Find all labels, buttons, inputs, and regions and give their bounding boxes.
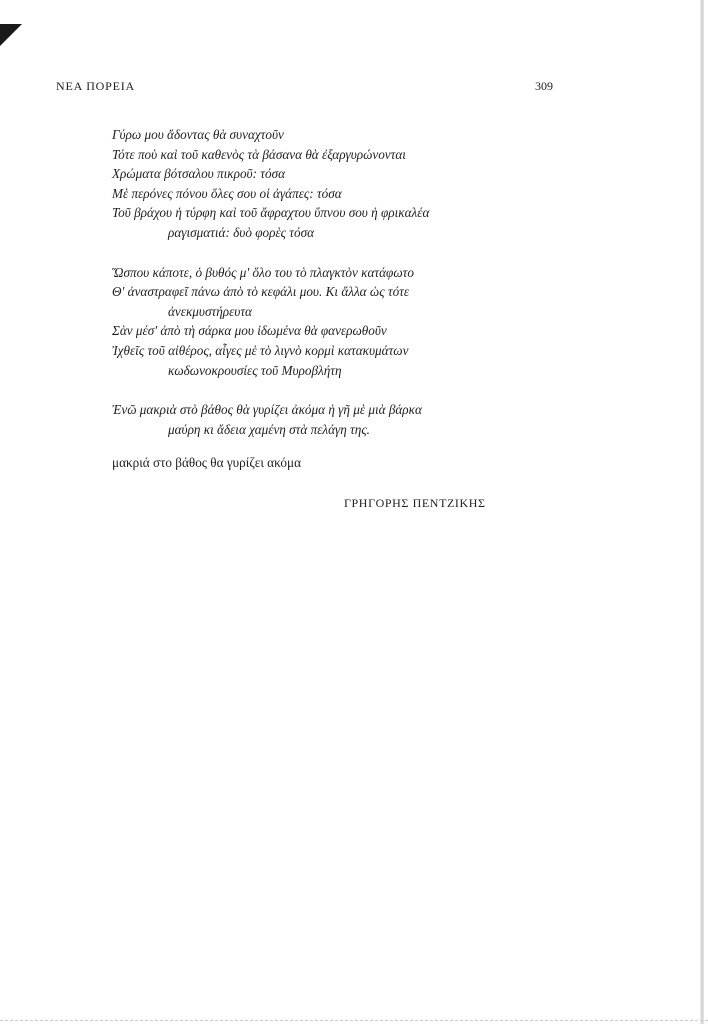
poem-stanza [112,400,552,439]
poem-line: Θ' ἀναστραφεῖ πάνω ἀπὸ τὸ κεφάλι μου. Κι ἄλλα ὡς τότε [112,284,410,300]
author-signature: ΓΡΗΓΟΡΗΣ ΠΕΝΤΖΙΚΗΣ [344,496,486,510]
poem-body [112,125,552,439]
poem-line: Ὥσπου κάποτε, ὁ βυθός μ' ὅλο του τὸ πλαγκτὸν κατάφωτο [112,264,414,280]
poem-line: ραγισματιά: δυὸ φορὲς τόσα [168,224,315,240]
poem-line: Ἰχθεῖς τοῦ αἰθέρος, αἶγες μὲ τὸ λιγνὸ κορμὶ κατακυμάτων [112,342,409,358]
poem-line: κωδωνοκρουσίες τοῦ Μυροβλήτη [168,362,342,378]
page-number: 309 [535,79,553,93]
stanza-gap [112,243,552,263]
running-title: ΝΕΑ ΠΟΡΕΙΑ [56,79,135,93]
poem-line: ἀνεκμυστήρευτα [168,303,252,319]
poem-line: Σὰν μέσ' ἀπὸ τὴ σάρκα μου ἰδωμένα θὰ φανερωθοῦν [112,323,387,339]
poem-closing-line: μακριά στο βάθος θα γυρίζει ακόμα [112,455,301,470]
poem-line: Τότε ποὺ καὶ τοῦ καθενὸς τὰ βάσανα θὰ ἐξαργυρώνονται [112,146,406,162]
scan-corner-mark [0,24,22,46]
scan-bottom-edge [0,1019,708,1021]
poem-stanza [112,125,552,243]
poem-line: Γύρω μου ἄδοντας θὰ συναχτοῦν [112,127,284,142]
poem-line: Χρώματα βότσαλου πικροῦ: τόσα [112,166,286,182]
scan-page-edge [700,0,704,1024]
poem-line: μαύρη κι ἄδεια χαμένη στὰ πελάγη της. [168,421,370,437]
poem-line: Ἐνῶ μακριὰ στὸ βάθος θὰ γυρίζει ἀκόμα ἡ γῆ μὲ μιὰ βάρκα [112,402,422,418]
poem-stanza [112,263,552,381]
stanza-gap [112,380,552,400]
poem-line: Μὲ περόνες πόνου ὅλες σου οἱ ἀγάπες: τόσα [112,185,342,201]
poem-line: Τοῦ βράχου ἡ τύρφη καὶ τοῦ ἄφραχτου ὕπνου σου ἡ φρικαλέα [112,205,430,221]
